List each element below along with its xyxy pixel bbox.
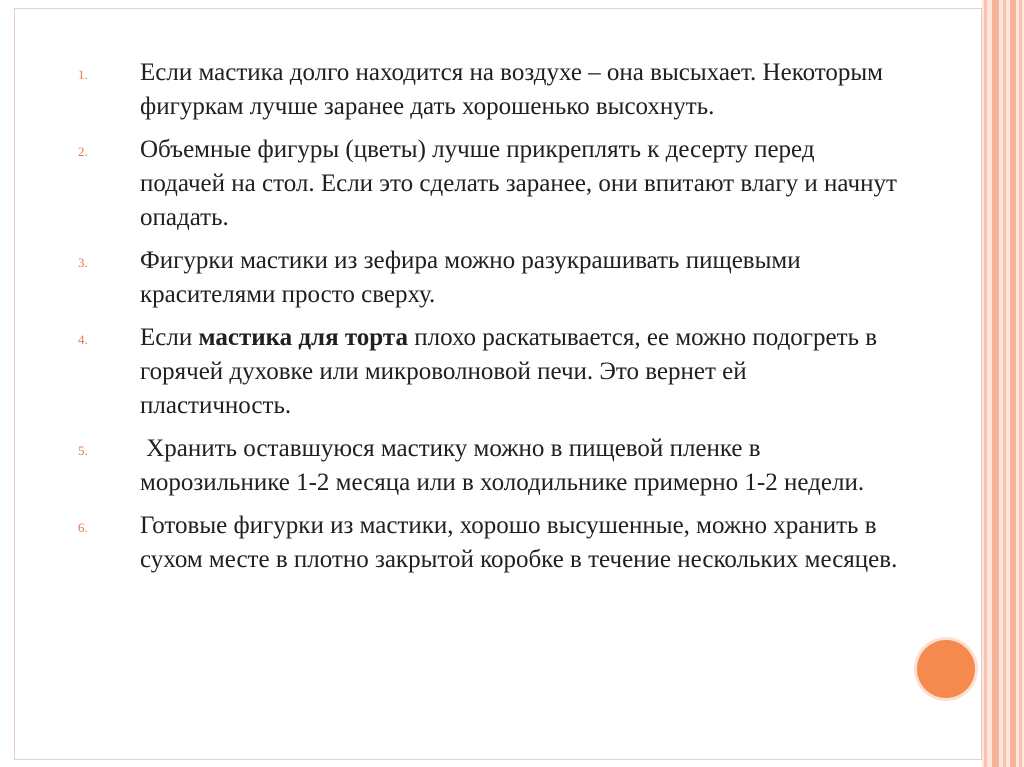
list-item: [78, 321, 898, 423]
list-number: 4.: [78, 332, 88, 347]
stripe: [1003, 0, 1006, 767]
list-item: [78, 244, 898, 312]
stripe: [1010, 0, 1016, 767]
list-number: 3.: [78, 255, 88, 270]
list-text: Если мастика долго находится на воздухе – она высыхает. Некоторым фигуркам лучше заранее дать хорошенько высохнуть.: [140, 59, 883, 120]
accent-circle-icon: [917, 640, 975, 698]
list-text: Готовые фигурки из мастики, хорошо высушенные, можно хранить в сухом месте в плотно закрытой коробке в течение нескольких месяцев.: [140, 512, 898, 573]
stripe: [984, 0, 987, 767]
list-item: [78, 133, 898, 235]
stripe: [992, 0, 999, 767]
list-number: 2.: [78, 144, 88, 159]
list-item: [78, 432, 898, 500]
stripe: [1019, 0, 1022, 767]
list-text: [140, 321, 898, 423]
list-text: Хранить оставшуюся мастику можно в пищевой пленке в морозильнике 1-2 месяца или в холодильнике примерно 1-2 недели.: [140, 435, 865, 496]
list-number: 5.: [78, 443, 88, 458]
list-number: 1.: [78, 67, 88, 82]
list-number: 6.: [78, 520, 88, 535]
list-item: [78, 509, 898, 577]
numbered-list: [78, 56, 898, 586]
list-text-after: плохо раскатывается, ее можно подогреть в горячей духовке или микроволновой печи. Это вернет ей пластичность.: [140, 324, 878, 419]
list-text: Фигурки мастики из зефира можно разукрашивать пищевыми красителями просто сверху.: [140, 247, 801, 308]
list-text-before: Если: [140, 324, 199, 351]
list-item: [78, 56, 898, 124]
decorative-stripes: [982, 0, 1024, 767]
list-text: Объемные фигуры (цветы) лучше прикреплять к десерту перед подачей на стол. Если это сделать заранее, они впитают влагу и начнут опадать.: [140, 136, 897, 231]
list-text-bold: мастика для торта: [198, 324, 408, 351]
